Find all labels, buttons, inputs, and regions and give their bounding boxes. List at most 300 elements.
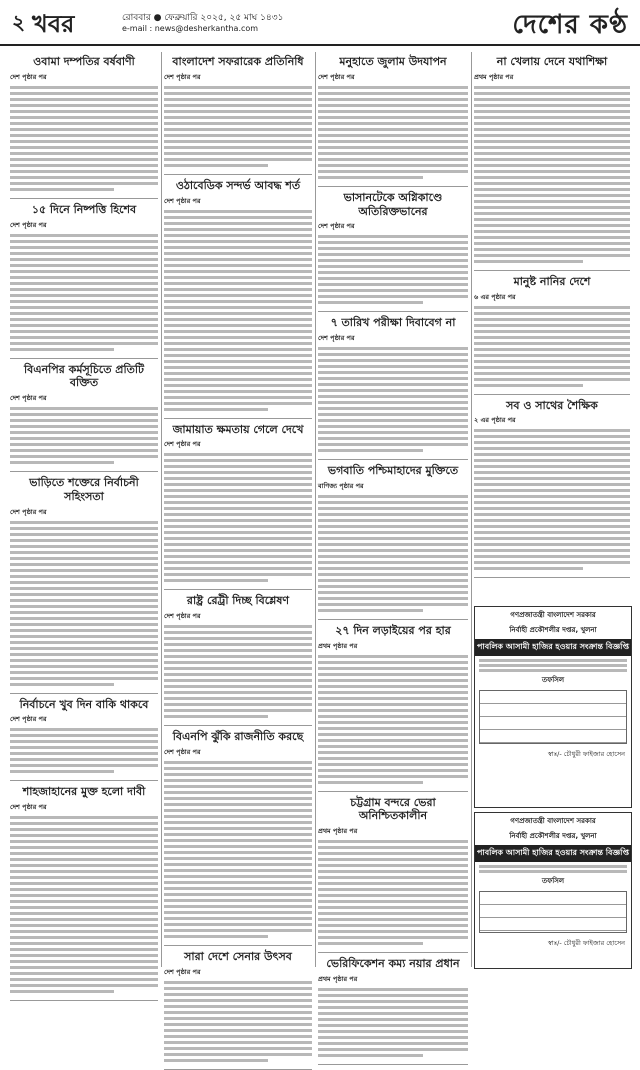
story-headline: মনুহাতে জুলাম উদযাপন	[339, 55, 447, 68]
body-text-line	[164, 898, 312, 903]
body-text-line	[474, 253, 630, 258]
body-text-line	[164, 1052, 312, 1057]
body-text-line	[318, 780, 423, 785]
story-divider	[318, 311, 468, 312]
body-text-line	[164, 892, 312, 897]
body-text-line	[474, 530, 630, 535]
body-text-line	[474, 199, 630, 204]
story-byline: দেশ পৃষ্ঠার পর	[164, 196, 201, 205]
body-text-line	[318, 1035, 468, 1040]
body-text-line	[318, 1017, 468, 1022]
news-story	[10, 785, 158, 994]
body-text-line	[10, 263, 158, 268]
body-text-line	[164, 482, 312, 487]
body-text-line	[318, 578, 468, 583]
notice-office: নির্বাহী প্রকৌশলীর দপ্তর, খুলনা	[509, 626, 597, 634]
body-text-line	[10, 887, 158, 892]
body-text-line	[164, 109, 312, 114]
body-text-line	[10, 833, 158, 838]
body-text-line	[164, 642, 312, 647]
body-text-line	[10, 646, 158, 651]
body-text-line	[164, 980, 312, 985]
story-byline: দেশ পৃষ্ঠার পর	[164, 72, 201, 81]
body-text-line	[318, 863, 468, 868]
story-byline: ২ এর পৃষ্ঠার পর	[474, 416, 516, 425]
body-text-line	[474, 371, 630, 376]
body-text-line	[164, 1040, 312, 1045]
body-text-line	[318, 163, 468, 168]
news-story	[318, 624, 468, 785]
body-text-line	[10, 682, 114, 687]
story-divider	[318, 952, 468, 953]
story-headline: বিএনপি ঝুঁকি রাজনীতি করছে	[172, 730, 304, 743]
body-text-line	[164, 335, 312, 340]
body-text-line	[10, 187, 114, 192]
body-text-line	[474, 506, 630, 511]
body-text-line	[164, 832, 312, 837]
government-notice-1	[474, 606, 632, 808]
body-text-line	[164, 127, 312, 132]
body-text-line	[318, 240, 468, 245]
body-text-line	[164, 904, 312, 909]
body-text-line	[474, 347, 630, 352]
body-text-line	[164, 1058, 268, 1063]
news-story	[318, 316, 468, 453]
body-text-line	[474, 217, 630, 222]
body-text-line	[474, 311, 630, 316]
story-headline: বিএনপির কর্মসূচিতে প্রতিটি বক্তিত	[23, 362, 145, 390]
story-divider	[164, 1069, 312, 1070]
body-text-line	[318, 684, 468, 689]
body-text-line	[164, 347, 312, 352]
body-text-line	[318, 127, 468, 132]
body-text-line	[318, 382, 468, 387]
body-text-line	[10, 520, 158, 525]
body-text-line	[10, 989, 114, 994]
body-text-line	[318, 406, 468, 411]
body-text-line	[10, 145, 158, 150]
body-text-line	[318, 756, 468, 761]
body-text-line	[318, 774, 468, 779]
body-text-line	[318, 436, 468, 441]
body-text-line	[318, 506, 468, 511]
body-text-line	[10, 917, 158, 922]
body-text-line	[474, 554, 630, 559]
body-text-line	[164, 395, 312, 400]
body-text-line	[318, 987, 468, 992]
body-text-line	[164, 560, 312, 565]
body-text-line	[10, 448, 158, 453]
body-text-line	[10, 157, 158, 162]
body-text-line	[318, 726, 468, 731]
body-text-line	[10, 875, 158, 880]
body-text-line	[318, 352, 468, 357]
body-text-line	[164, 826, 312, 831]
story-divider	[10, 780, 158, 781]
body-text-line	[164, 1004, 312, 1009]
body-text-line	[10, 418, 158, 423]
body-text-line	[164, 524, 312, 529]
body-text-line	[164, 1010, 312, 1015]
body-text-line	[474, 151, 630, 156]
body-text-line	[10, 109, 158, 114]
body-text-line	[318, 270, 468, 275]
story-headline: সারা দেশে সেনার উৎসব	[184, 949, 292, 963]
body-text-line	[318, 923, 468, 928]
body-text-line	[318, 500, 468, 505]
story-byline: দেশ পৃষ্ঠার পর	[164, 440, 201, 449]
body-text-line	[164, 389, 312, 394]
body-text-line	[318, 430, 468, 435]
body-text-line	[164, 696, 312, 701]
story-byline: দেশ পৃষ্ঠার পর	[10, 715, 47, 724]
body-text-line	[474, 115, 630, 120]
body-text-line	[10, 169, 158, 174]
body-text-line	[164, 365, 312, 370]
body-text-line	[10, 97, 158, 102]
column-3	[318, 52, 468, 983]
body-text-line	[164, 145, 312, 150]
body-text-line	[10, 406, 158, 411]
body-text-line	[318, 1053, 423, 1058]
body-text-line	[164, 91, 312, 96]
story-byline: দেশ পৃষ্ঠার পর	[10, 803, 47, 811]
body-text-line	[474, 353, 630, 358]
body-text-line	[10, 857, 158, 862]
story-divider	[10, 198, 158, 199]
story-headline: চট্টগ্রাম বন্দরে ভেরা অনিশ্চিতকালীন	[350, 795, 436, 823]
body-text-line	[318, 566, 468, 571]
body-text-line	[164, 488, 312, 493]
body-text-line	[474, 317, 630, 322]
body-text-line	[164, 458, 312, 463]
body-text-line	[318, 412, 468, 417]
body-text-line	[164, 542, 312, 547]
body-text-line	[10, 287, 158, 292]
body-text-line	[164, 844, 312, 849]
body-text-line	[474, 223, 630, 228]
body-text-line	[164, 353, 312, 358]
body-text-line	[164, 536, 312, 541]
body-text-line	[474, 536, 630, 541]
body-text-line	[10, 739, 158, 744]
body-text-line	[164, 407, 268, 412]
body-text-line	[10, 640, 158, 645]
body-text-line	[318, 1029, 468, 1034]
body-text-line	[164, 251, 312, 256]
body-text-line	[318, 857, 468, 862]
body-text-line	[164, 269, 312, 274]
body-text-line	[474, 121, 630, 126]
body-text-line	[474, 229, 630, 234]
date-line: রোববার ● ফেব্রুয়ারি ২০২৫, ২৫ মাঘ ১৪৩১	[122, 13, 284, 23]
story-byline: দেশ পৃষ্ঠার পর	[10, 507, 47, 516]
body-text-line	[164, 97, 312, 102]
body-text-line	[10, 305, 158, 310]
news-story	[318, 796, 468, 947]
body-text-line	[474, 259, 583, 264]
story-byline: ৬ এর পৃষ্ঠার পর	[474, 292, 516, 301]
body-text-line	[318, 678, 468, 683]
body-text-line	[164, 566, 312, 571]
body-text-line	[474, 163, 630, 168]
body-text-line	[318, 672, 468, 677]
body-text-line	[318, 881, 468, 886]
body-text-line	[164, 814, 312, 819]
story-byline: দেশ পৃষ্ঠার পর	[164, 612, 201, 620]
body-text-line	[164, 512, 312, 517]
body-text-line	[318, 690, 468, 695]
body-text-line	[10, 139, 158, 144]
body-text-line	[318, 993, 468, 998]
body-text-line	[164, 766, 312, 771]
story-divider	[10, 1000, 158, 1001]
body-text-line	[10, 257, 158, 262]
body-text-line	[10, 323, 158, 328]
body-text-line	[164, 245, 312, 250]
body-text-line	[318, 442, 468, 447]
story-headline: নির্বাচনে খুব দিন বাকি থাকবে	[19, 697, 149, 711]
news-story	[10, 55, 158, 192]
news-story	[318, 55, 468, 180]
body-text-line	[318, 370, 468, 375]
body-text-line	[164, 121, 312, 126]
story-divider	[474, 394, 630, 395]
body-text-line	[164, 263, 312, 268]
body-text-line	[318, 893, 468, 898]
body-text-line	[474, 365, 630, 370]
news-story	[10, 363, 158, 466]
body-text-line	[164, 850, 312, 855]
body-text-line	[318, 744, 468, 749]
story-byline: দেশ পৃষ্ঠার পর	[10, 72, 47, 81]
body-text-line	[10, 658, 158, 663]
body-text-line	[164, 452, 312, 457]
notice-signature: স্বাঃ/- চৌধুরী ফাইজার হোসেন	[547, 750, 625, 758]
body-text-line	[164, 672, 312, 677]
body-text-line	[474, 323, 630, 328]
body-text-line	[10, 592, 158, 597]
body-text-line	[164, 530, 312, 535]
body-text-line	[164, 103, 312, 108]
body-text-line	[318, 91, 468, 96]
body-text-line	[474, 482, 630, 487]
body-text-line	[474, 548, 630, 553]
story-headline: ওঠাবেডিক সন্দর্ভ আবদ্ধ শর্ত	[175, 178, 301, 192]
body-text-line	[10, 845, 158, 850]
story-headline: না খেলায় দেনে যথাশিক্ষা	[496, 55, 608, 68]
notice-table	[479, 690, 627, 744]
body-text-line	[10, 175, 158, 180]
body-text-line	[318, 696, 468, 701]
body-text-line	[474, 458, 630, 463]
body-text-line	[10, 556, 158, 561]
body-text-line	[318, 608, 423, 613]
body-text-line	[164, 796, 312, 801]
body-text-line	[10, 568, 158, 573]
body-text-line	[474, 560, 630, 565]
body-text-line	[10, 115, 158, 120]
story-divider	[10, 693, 158, 694]
news-story	[10, 698, 158, 775]
body-text-line	[318, 602, 468, 607]
body-text-line	[318, 1041, 468, 1046]
news-story	[318, 464, 468, 613]
body-text-line	[318, 548, 468, 553]
body-text-line	[164, 660, 312, 665]
body-text-line	[10, 91, 158, 96]
story-divider	[164, 174, 312, 175]
body-text-line	[10, 881, 158, 886]
body-text-line	[164, 790, 312, 795]
body-text-line	[318, 1005, 468, 1010]
body-text-line	[10, 233, 158, 238]
body-text-line	[10, 971, 158, 976]
body-text-line	[318, 917, 468, 922]
body-text-line	[474, 157, 630, 162]
body-text-line	[318, 899, 468, 904]
story-headline: ভগবাতি পশ্চিমাহাদের মুক্তিতে	[327, 464, 459, 477]
body-text-line	[10, 269, 158, 274]
body-text-line	[164, 666, 312, 671]
story-divider	[164, 418, 312, 419]
story-byline: প্রথম পৃষ্ঠার পর	[318, 974, 358, 983]
body-text-line	[10, 460, 114, 465]
body-text-line	[318, 294, 468, 299]
body-text-line	[318, 394, 468, 399]
body-text-line	[164, 910, 312, 915]
notice-band: পাবলিক আসামী হাজির হওয়ার সংক্রান্ত বিজ্ঞপ্তি	[475, 639, 631, 656]
body-text-line	[318, 935, 468, 940]
story-headline: জামায়াত ক্ষমতায় গেলে দেখে	[172, 422, 304, 436]
body-text-line	[10, 827, 158, 832]
body-text-line	[164, 856, 312, 861]
body-text-line	[474, 247, 630, 252]
body-text-line	[164, 377, 312, 382]
body-text-line	[318, 512, 468, 517]
body-text-line	[164, 139, 312, 144]
government-notice-2	[474, 812, 632, 969]
body-text-line	[474, 145, 630, 150]
story-divider	[164, 725, 312, 726]
body-text-line	[10, 580, 158, 585]
news-story	[318, 191, 468, 306]
body-text-line	[10, 977, 158, 982]
body-text-line	[318, 234, 468, 239]
body-text-line	[318, 750, 468, 755]
body-text-line	[474, 211, 630, 216]
body-text-line	[318, 572, 468, 577]
body-text-line	[474, 205, 630, 210]
body-text-line	[318, 660, 468, 665]
news-story	[164, 55, 312, 168]
body-text-line	[164, 690, 312, 695]
body-text-line	[164, 998, 312, 1003]
body-text-line	[10, 733, 158, 738]
news-story	[318, 957, 468, 1058]
body-text-line	[10, 953, 158, 958]
body-text-line	[164, 648, 312, 653]
body-text-line	[318, 839, 468, 844]
body-text-line	[164, 157, 312, 162]
body-text-line	[10, 329, 158, 334]
body-text-line	[318, 346, 468, 351]
body-text-line	[10, 281, 158, 286]
body-text-line	[10, 965, 158, 970]
body-text-line	[10, 163, 158, 168]
body-text-line	[318, 596, 468, 601]
body-text-line	[10, 586, 158, 591]
body-text-line	[10, 181, 158, 186]
body-text-line	[318, 768, 468, 773]
body-text-line	[164, 1046, 312, 1051]
body-text-line	[10, 335, 158, 340]
body-text-line	[10, 929, 158, 934]
news-story	[10, 476, 158, 687]
body-text-line	[318, 720, 468, 725]
body-text-line	[318, 1011, 468, 1016]
body-text-line	[164, 886, 312, 891]
body-text-line	[164, 1034, 312, 1039]
body-text-line	[164, 470, 312, 475]
body-text-line	[10, 983, 158, 988]
story-headline: ভাড়িতে শক্তেরে নির্বাচনী সহিংসতা	[29, 476, 139, 503]
body-text-line	[164, 287, 312, 292]
body-text-line	[474, 175, 630, 180]
body-text-line	[318, 560, 468, 565]
body-text-line	[164, 506, 312, 511]
news-story	[474, 55, 630, 264]
story-divider	[10, 358, 158, 359]
story-headline: শাহজাহানের মুক্ত হলো দাবী	[22, 785, 146, 799]
body-text-line	[10, 634, 158, 639]
body-text-line	[318, 388, 468, 393]
body-text-line	[10, 869, 158, 874]
body-text-line	[10, 293, 158, 298]
body-text-line	[318, 875, 468, 880]
body-text-line	[474, 494, 630, 499]
body-text-line	[164, 992, 312, 997]
body-text-line	[318, 448, 423, 453]
body-text-line	[318, 264, 468, 269]
body-text-line	[10, 670, 158, 675]
body-text-line	[10, 676, 158, 681]
body-text-line	[164, 305, 312, 310]
body-text-line	[318, 169, 468, 174]
body-text-line	[10, 757, 158, 762]
story-divider	[164, 945, 312, 946]
body-text-line	[318, 732, 468, 737]
body-text-line	[164, 133, 312, 138]
body-text-line	[318, 282, 468, 287]
body-text-line	[10, 604, 158, 609]
story-headline: রাষ্ট্র রেট্রী দিচ্ছ বিশ্লেষণ	[186, 594, 290, 608]
body-text-line	[10, 839, 158, 844]
notice-band: পাবলিক আসামী হাজির হওয়ার সংক্রান্ত বিজ্ঞপ্তি	[475, 845, 631, 862]
story-headline: ৭ তারিখ পরীক্ষা দিবাবেগ না	[330, 316, 456, 330]
body-text-line	[318, 424, 468, 429]
story-headline: ওবামা দম্পতির বর্ষবাণী	[33, 55, 135, 68]
body-text-line	[10, 893, 158, 898]
body-text-line	[474, 512, 630, 517]
body-text-line	[164, 772, 312, 777]
body-text-line	[164, 115, 312, 120]
body-text-line	[10, 935, 158, 940]
story-divider	[318, 459, 468, 460]
body-text-line	[10, 538, 158, 543]
body-text-line	[10, 574, 158, 579]
body-text-line	[318, 851, 468, 856]
